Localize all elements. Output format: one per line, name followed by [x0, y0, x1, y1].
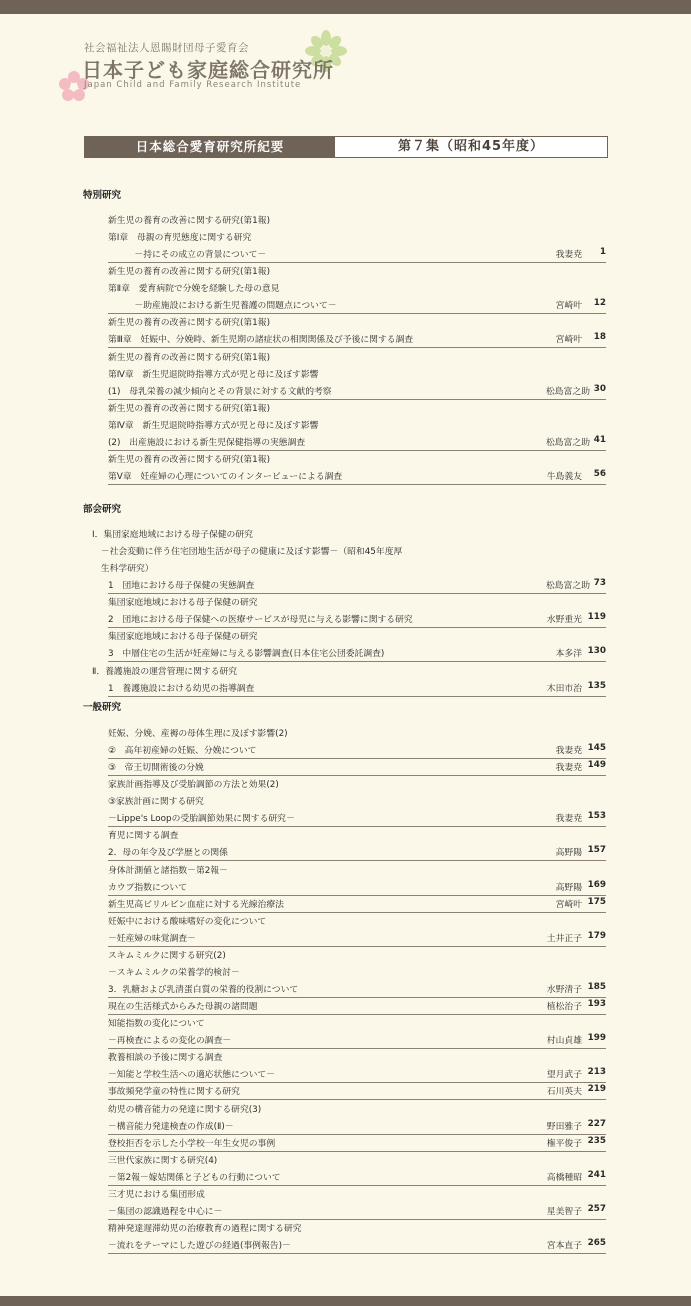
- toc-entry: [92, 662, 606, 679]
- entry-title: ③ 帝王切開術後の分娩: [108, 763, 204, 773]
- journal-volume: 第７集（昭和45年度）: [397, 139, 545, 154]
- entry-author: 宮本直子: [546, 1241, 582, 1251]
- entry-title: －Lippe's Loopの受胎調節効果に関する研究－: [108, 814, 295, 824]
- entry-page: 12: [593, 298, 606, 308]
- entry-author: 土井正子: [546, 934, 582, 944]
- entry-title: －持にその成立の背景について－: [108, 250, 267, 260]
- toc-entry[interactable]: [108, 679, 606, 697]
- toc-entry[interactable]: [108, 741, 606, 759]
- entry-page: 153: [587, 811, 606, 821]
- entry-author: 石川英夫: [546, 1087, 582, 1097]
- organization-name: 社会福祉法人恩賜財団母子愛育会: [84, 42, 249, 54]
- entry-title: 第Ⅰ章 母親の育児態度に関する研究: [108, 233, 252, 243]
- entry-title: －社会変動に伴う住宅団地生活が母子の健康に及ぼす影響－（昭和45年度厚: [92, 547, 403, 557]
- entry-title: 集団家庭地域における母子保健の研究: [108, 598, 258, 608]
- toc-entry: [108, 313, 606, 330]
- entry-title: 新生児の養育の改善に関する研究(第1報): [108, 353, 271, 363]
- entry-title: Ⅰ．集団家庭地域における母子保健の研究: [92, 530, 253, 540]
- entry-author: 高橋種昭: [546, 1173, 582, 1183]
- entry-author: 高野陽: [555, 883, 582, 893]
- toc-entry[interactable]: [108, 610, 606, 628]
- entry-page: 257: [587, 1204, 606, 1214]
- toc-entry[interactable]: [108, 809, 606, 827]
- entry-title: 三才児における集団形成: [108, 1190, 205, 1200]
- entry-page: 130: [587, 646, 606, 656]
- entry-title: 新生児の養育の改善に関する研究(第1報): [108, 455, 271, 465]
- entry-title: 第Ⅴ章 妊産婦の心理についてのインタービューによる調査: [108, 472, 343, 482]
- entry-page: 179: [587, 931, 606, 941]
- toc-entry: [92, 559, 606, 576]
- entry-author: 本多洋: [555, 649, 582, 659]
- entry-author: 野田雅子: [546, 1122, 582, 1132]
- entry-title: －第2報－嫁姑関係と子どもの行動について: [108, 1173, 281, 1183]
- entry-author: 宮崎叶: [555, 900, 582, 910]
- top-bar: [0, 0, 691, 14]
- entry-author: 我妻尭: [555, 763, 582, 773]
- toc-entry[interactable]: [108, 1065, 606, 1083]
- entry-title: 知能指数の変化について: [108, 1019, 205, 1029]
- entry-title: －流れをテーマにした遊びの経過(事例報告)－: [108, 1241, 291, 1251]
- entry-title: 新生児高ビリルビン血症に対する光線治療法: [108, 900, 284, 910]
- toc-entry[interactable]: [108, 878, 606, 896]
- journal-title-bar: [84, 136, 608, 158]
- toc-entry[interactable]: [108, 467, 606, 485]
- toc-entry: [108, 1151, 606, 1168]
- entry-page: 73: [593, 578, 606, 588]
- entry-title: 妊娠中における酸味嗜好の変化について: [108, 917, 267, 927]
- toc-entry: [108, 1219, 606, 1236]
- entry-title: 登校拒否を示した小学校一年生女児の事例: [108, 1139, 276, 1149]
- toc-entry: [108, 211, 606, 228]
- entry-title: －助産施設における新生児養護の問題点について－: [108, 301, 337, 311]
- toc-entry: [92, 542, 606, 559]
- entry-title: 身体計測値と諸指数－第2報－: [108, 866, 228, 876]
- entry-title: －集団の認識過程を中心に－: [108, 1207, 223, 1217]
- entry-author: 水野清子: [546, 985, 582, 995]
- toc-entry: [92, 525, 606, 542]
- entry-title: 幼児の構音能力の発達に関する研究(3): [108, 1105, 262, 1115]
- journal-title: 日本総合愛育研究所紀要: [85, 137, 335, 157]
- entry-page: 56: [593, 469, 606, 479]
- entry-title: －スキムミルクの栄養学的検討－: [108, 968, 240, 978]
- entry-title: 新生児の養育の改善に関する研究(第1報): [108, 216, 271, 226]
- entry-page: 227: [587, 1119, 606, 1129]
- toc-entry[interactable]: [108, 1168, 606, 1186]
- entry-title: －再検査によるの変化の調査－: [108, 1036, 232, 1046]
- entry-author: 村山貞雄: [546, 1036, 582, 1046]
- toc-entry: [108, 1100, 606, 1117]
- toc-entry: [108, 1048, 606, 1065]
- entry-title: 育児に関する調査: [108, 831, 179, 841]
- toc-entry[interactable]: [108, 382, 606, 400]
- entry-author: 権平俊子: [546, 1139, 582, 1149]
- entry-author: 我妻尭: [555, 250, 582, 260]
- entry-title: ③家族計画に関する研究: [108, 797, 204, 807]
- toc-entry[interactable]: [108, 1134, 606, 1152]
- entry-author: 高野陽: [555, 848, 582, 858]
- entry-author: 牛島義友: [546, 472, 582, 482]
- institute-name-jp: 日本子ども家庭総合研究所: [82, 58, 334, 82]
- toc-entry: [108, 365, 606, 382]
- toc-entry: [108, 279, 606, 296]
- toc-entry[interactable]: [108, 433, 606, 451]
- entry-title: －構音能力発達検査の作成(Ⅱ)－: [108, 1122, 234, 1132]
- entry-author: 星美智子: [546, 1207, 582, 1217]
- entry-author: 宮崎叶: [555, 301, 582, 311]
- entry-title: (1) 母乳栄養の減少傾向とその背景に対する文献的考察: [108, 387, 332, 397]
- entry-page: 149: [587, 760, 606, 770]
- toc-entry[interactable]: [108, 576, 606, 594]
- toc-entry[interactable]: [108, 1082, 606, 1100]
- toc-entry: [108, 775, 606, 792]
- entry-author: 木田市治: [546, 684, 582, 694]
- section-heading: 一般研究: [83, 702, 122, 713]
- toc-entry: [108, 1014, 606, 1031]
- entry-page: 213: [587, 1067, 606, 1077]
- entry-title: 第Ⅲ章 妊娠中、分娩時、新生児期の諸症状の相関関係及び予後に関する調査: [108, 335, 414, 345]
- entry-author: 望月武子: [546, 1070, 582, 1080]
- entry-page: 185: [587, 982, 606, 992]
- entry-title: 3．乳糖および乳清蛋白質の栄養的役割について: [108, 985, 299, 995]
- toc-entry: [108, 348, 606, 365]
- bottom-bar: [0, 1296, 691, 1306]
- entry-title: －知能と学校生活への適応状態について－: [108, 1070, 275, 1080]
- toc-entry[interactable]: [108, 929, 606, 947]
- entry-title: 第Ⅳ章 新生児退院時指導方式が児と母に及ぼす影響: [108, 370, 319, 380]
- entry-author: 宮崎叶: [555, 335, 582, 345]
- toc-entry: [108, 262, 606, 279]
- toc-entry[interactable]: [108, 980, 606, 998]
- entry-title: 教養相談の予後に関する調査: [108, 1053, 223, 1063]
- entry-page: 241: [587, 1170, 606, 1180]
- entry-author: 我妻尭: [555, 814, 582, 824]
- entry-title: (2) 出産施設における新生児保健指導の実態調査: [108, 438, 306, 448]
- institute-name-en: Japan Child and Family Research Institute: [84, 80, 302, 90]
- entry-page: 18: [593, 332, 606, 342]
- toc-entry: [108, 1185, 606, 1202]
- entry-page: 235: [587, 1136, 606, 1146]
- entry-title: －妊産婦の味覚調査－: [108, 934, 196, 944]
- toc-entry: [108, 912, 606, 929]
- entry-title: カウプ指数について: [108, 883, 187, 893]
- toc-entry: [108, 450, 606, 467]
- entry-title: 現在の生活様式からみた母親の諸問題: [108, 1002, 258, 1012]
- entry-page: 145: [587, 743, 606, 753]
- toc-entry[interactable]: [108, 245, 606, 263]
- toc-entry: [108, 963, 606, 980]
- toc-entry: [108, 593, 606, 610]
- entry-title: 新生児の養育の改善に関する研究(第1報): [108, 267, 271, 277]
- toc-entry: [108, 946, 606, 963]
- entry-title: Ⅱ．養護施設の運営管理に関する研究: [92, 667, 238, 677]
- entry-page: 199: [587, 1033, 606, 1043]
- toc-entry: [108, 724, 606, 741]
- toc-entry[interactable]: [108, 1202, 606, 1220]
- entry-title: 集団家庭地域における母子保健の研究: [108, 632, 258, 642]
- entry-page: 157: [587, 845, 606, 855]
- entry-page: 30: [593, 384, 606, 394]
- entry-title: 事故頻発学童の特性に関する研究: [108, 1087, 240, 1097]
- section-heading: 特別研究: [83, 190, 122, 201]
- entry-title: 妊娠、分娩、産褥の母体生理に及ぼす影響(2): [108, 729, 288, 739]
- toc-entry[interactable]: [108, 895, 606, 913]
- entry-page: 41: [593, 435, 606, 445]
- entry-page: 219: [587, 1084, 606, 1094]
- toc-entry[interactable]: [108, 1117, 606, 1135]
- entry-title: 2．母の年令及び学歴との関係: [108, 848, 228, 858]
- entry-title: 三世代家族に関する研究(4): [108, 1156, 218, 1166]
- entry-title: 新生児の養育の改善に関する研究(第1報): [108, 404, 271, 414]
- entry-author: 松島富之助: [546, 581, 590, 591]
- entry-page: 1: [599, 247, 606, 257]
- toc-entry: [108, 228, 606, 245]
- toc-entry[interactable]: [108, 843, 606, 861]
- toc-entry[interactable]: [108, 758, 606, 776]
- entry-page: 135: [587, 681, 606, 691]
- toc-entry[interactable]: [108, 997, 606, 1015]
- entry-author: 我妻尭: [555, 746, 582, 756]
- toc-entry[interactable]: [108, 1031, 606, 1049]
- toc-entry: [108, 792, 606, 809]
- entry-page: 119: [587, 612, 606, 622]
- toc-entry: [108, 416, 606, 433]
- entry-author: 植松治子: [546, 1002, 582, 1012]
- entry-title: 3 中層住宅の生活が妊産婦に与える影響調査(日本住宅公団委託調査): [108, 649, 385, 659]
- entry-title: 第Ⅳ章 新生児退院時指導方式が児と母に及ぼす影響: [108, 421, 319, 431]
- section-heading: 部会研究: [83, 504, 122, 515]
- toc-entry[interactable]: [108, 330, 606, 348]
- entry-author: 水野重光: [546, 615, 582, 625]
- toc-entry: [108, 399, 606, 416]
- entry-title: 精神発達遅滞幼児の治療教育の過程に関する研究: [108, 1224, 302, 1234]
- entry-title: スキムミルクに関する研究(2): [108, 951, 226, 961]
- entry-title: 生科学研究）: [92, 564, 154, 574]
- entry-title: 1 養護施設における幼児の指導調査: [108, 684, 255, 694]
- institute-logo: [60, 30, 360, 100]
- entry-page: 169: [587, 880, 606, 890]
- entry-title: 1 団地における母子保健の実態調査: [108, 581, 255, 591]
- toc-entry[interactable]: [108, 644, 606, 662]
- entry-title: 2 団地における母子保健への医療サービスが母児に与える影響に関する研究: [108, 615, 413, 625]
- entry-author: 松島富之助: [546, 387, 590, 397]
- toc-entry[interactable]: [108, 296, 606, 314]
- entry-author: 松島富之助: [546, 438, 590, 448]
- entry-title: ② 高年初産婦の妊娠、分娩について: [108, 746, 257, 756]
- entry-page: 193: [587, 999, 606, 1009]
- toc-entry: [108, 627, 606, 644]
- entry-title: 第Ⅱ章 愛育病院で分娩を経験した母の意見: [108, 284, 280, 294]
- entry-page: 175: [587, 897, 606, 907]
- toc-entry: [108, 861, 606, 878]
- entry-title: 新生児の養育の改善に関する研究(第1報): [108, 318, 271, 328]
- entry-page: 265: [587, 1238, 606, 1248]
- entry-title: 家族計画指導及び受胎調節の方法と効果(2): [108, 780, 279, 790]
- toc-entry[interactable]: [108, 1236, 606, 1254]
- toc-entry: [108, 826, 606, 843]
